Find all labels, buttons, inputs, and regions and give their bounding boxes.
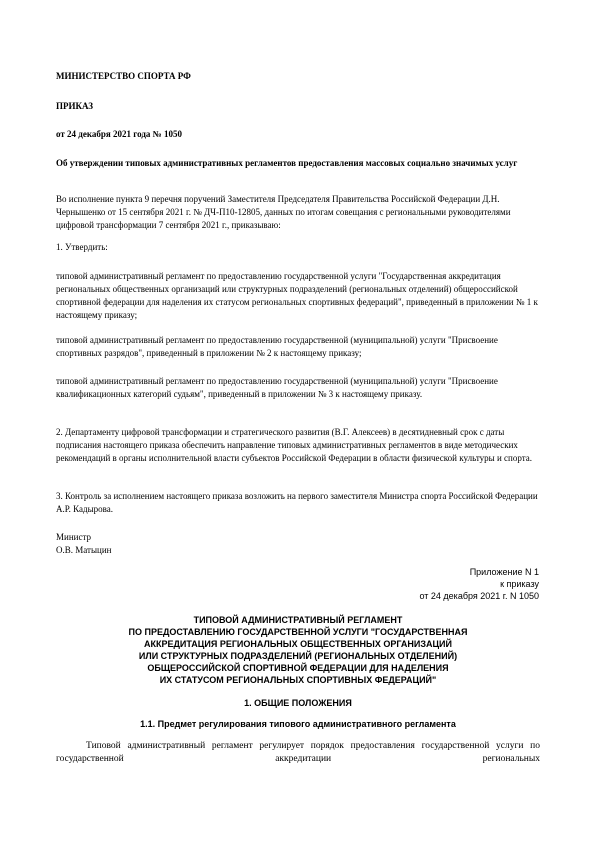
item-1: 1. Утвердить: [56,242,108,252]
signer-name: О.В. Матыцин [56,545,112,555]
item-2: 2. Департаменту цифровой трансформации и стратегического развития (В.Г. Алексеев) в десятидневный срок с даты подписания настоящего приказа обеспечить направление типовых административных регламентов в виде методических рекомендаций в органы исполнительной власти субъектов Российской Федерации в области физической культуры и спорта. [56,427,532,463]
regulation-title-line: ТИПОВОЙ АДМИНИСТРАТИВНЫЙ РЕГЛАМЕНТ [193,615,403,625]
regulation-title-line: ПО ПРЕДОСТАВЛЕНИЮ ГОСУДАРСТВЕННОЙ УСЛУГИ "ГОСУДАРСТВЕННАЯ [128,627,468,637]
preamble-paragraph: Во исполнение пункта 9 перечня поручений Заместителя Председателя Правительства Российской Федерации Д.Н. Чернышенко от 15 сентября 2021 г. № ДЧ-П10-12805, данных по итогам совещания с региональными руководителями цифровой трансформации 7 сентября 2021 г., приказываю: [56,194,511,230]
order-subject: Об утверждении типовых административных регламентов предоставления массовых социально значимых услуг [56,158,518,168]
section-1-1-heading: 1.1. Предмет регулирования типового административного регламента [140,719,456,729]
appendix-reference [419,566,539,602]
appendix-to-order: к приказу [500,579,539,589]
regulation-title-line: ОБЩЕРОССИЙСКОЙ СПОРТИВНОЙ ФЕДЕРАЦИИ ДЛЯ НАДЕЛЕНИЯ [147,663,449,673]
ministry-heading: МИНИСТЕРСТВО СПОРТА РФ [56,71,191,81]
regulation-title-line: ИХ СТАТУСОМ РЕГИОНАЛЬНЫХ СПОРТИВНЫХ ФЕДЕРАЦИЙ" [159,675,437,685]
item-1-b: типовой административный регламент по предоставлению государственной (муниципальной) услуги "Присвоение спортивных разрядов", приведенный в приложении № 2 к настоящему приказу; [56,335,498,358]
signer-title: Министр [56,532,91,542]
regulation-body-paragraph: Типовой административный регламент регулирует порядок предоставления государственной услуги по государственной аккредитации региональных [56,741,540,764]
item-3: 3. Контроль за исполнением настоящего приказа возложить на первого заместителя Министра спорта Российской Федерации А.Р. Кадырова. [56,491,538,514]
regulation-title-line: ИЛИ СТРУКТУРНЫХ ПОДРАЗДЕЛЕНИЙ (РЕГИОНАЛЬНЫХ ОТДЕЛЕНИЙ) [138,651,458,661]
item-1-a: типовой административный регламент по предоставлению государственной услуги "Государственная аккредитация региональных общественных организаций или структурных подразделений (региональных отделений) общероссийской спортивной федерации для наделения их статусом региональных спортивных федераций", приведенный в приложении № 1 к настоящему приказу; [56,271,538,320]
order-heading: ПРИКАЗ [56,101,94,111]
item-1-c: типовой административный регламент по предоставлению государственной (муниципальной) услуги "Присвоение квалификационных категорий судьям", приведенный в приложении № 3 к настоящему приказу. [56,376,498,399]
appendix-number: Приложение N 1 [469,567,539,577]
regulation-title-line: АККРЕДИТАЦИЯ РЕГИОНАЛЬНЫХ ОБЩЕСТВЕННЫХ ОРГАНИЗАЦИЙ [144,639,452,649]
regulation-title [56,614,540,686]
order-date: от 24 декабря 2021 года № 1050 [56,129,182,139]
section-1-heading: 1. ОБЩИЕ ПОЛОЖЕНИЯ [244,698,352,708]
appendix-date: от 24 декабря 2021 г. N 1050 [419,591,539,601]
